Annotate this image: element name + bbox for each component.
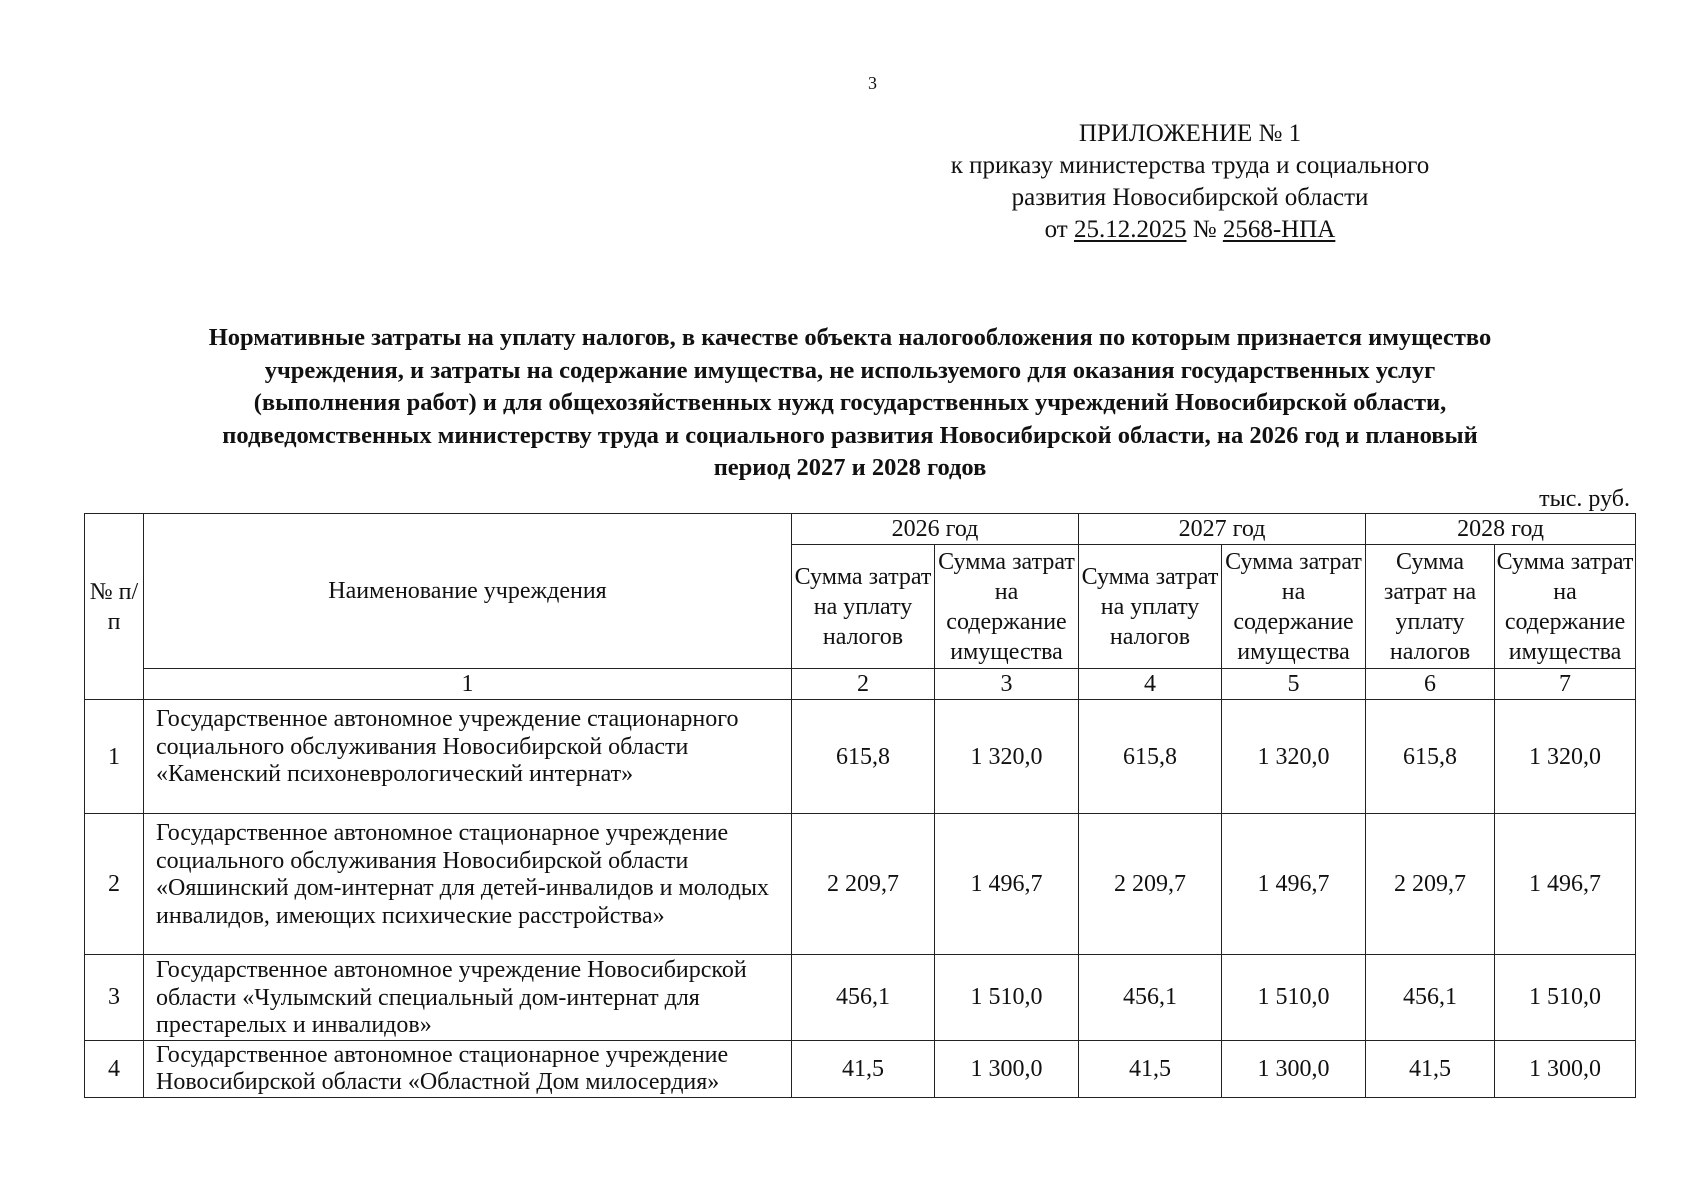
title-line: учреждения, и затраты на содержание имущества, не используемого для оказания государственных услуг: [264, 356, 1436, 384]
col-header-tax: Сумма затрат на уплату налогов: [1079, 545, 1222, 669]
cell-value: 456,1: [1079, 955, 1222, 1041]
table-row: [85, 700, 1636, 814]
appendix-title: ПРИЛОЖЕНИЕ № 1: [1078, 120, 1302, 147]
col-number: 1: [144, 669, 792, 700]
cell-value: 1 320,0: [1495, 700, 1636, 814]
table-row: [85, 955, 1636, 1041]
cell-value: 615,8: [792, 700, 935, 814]
cell-value: 1 496,7: [1222, 814, 1366, 955]
cell-value: 41,5: [1079, 1040, 1222, 1097]
cell-value: 1 300,0: [1495, 1040, 1636, 1097]
cell-value: 1 300,0: [935, 1040, 1079, 1097]
header-row-numbers: [85, 669, 1636, 700]
cell-value: 41,5: [792, 1040, 935, 1097]
col-header-maintenance: Сумма затрат на содержание имущества: [935, 545, 1079, 669]
cell-value: 1 496,7: [935, 814, 1079, 955]
col-number: 7: [1495, 669, 1636, 700]
cell-value: 1 320,0: [1222, 700, 1366, 814]
col-number: 6: [1366, 669, 1495, 700]
expenses-table: [84, 513, 1636, 1098]
institution-name: Государственное автономное стационарное учреждение социального обслуживания Новосибирской области «Ояшинский дом-интернат для детей-инвалидов и молодых инвалидов, имеющих психические расстройства»: [144, 814, 792, 955]
appendix-order-ref: [940, 214, 1440, 246]
col-header-maintenance: Сумма затрат на содержание имущества: [1495, 545, 1636, 669]
cell-value: 2 209,7: [1366, 814, 1495, 955]
document-title: [90, 322, 1610, 485]
title-line: период 2027 и 2028 годов: [713, 454, 987, 481]
row-num: 1: [85, 700, 144, 814]
date-prefix: от: [1044, 216, 1068, 243]
year-header: 2027 год: [1079, 514, 1366, 545]
title-line: подведомственных министерству труда и социального развития Новосибирской области, на 2026 год и плановый: [222, 421, 1478, 449]
col-header-num: № п/п: [85, 514, 144, 700]
col-header-tax: Сумма затрат на уплату налогов: [1366, 545, 1495, 669]
institution-name: Государственное автономное учреждение Новосибирской области «Чулымский специальный дом-интернат для престарелых и инвалидов»: [144, 955, 792, 1041]
col-header-tax: Сумма затрат на уплату налогов: [792, 545, 935, 669]
order-date: 25.12.2025: [1074, 216, 1187, 243]
order-number: 2568-НПА: [1222, 216, 1336, 243]
cell-value: 1 496,7: [1495, 814, 1636, 955]
cell-value: 2 209,7: [792, 814, 935, 955]
page-number: 3: [868, 73, 877, 93]
col-header-name: Наименование учреждения: [144, 514, 792, 669]
unit-label: тыс. руб.: [1539, 486, 1630, 512]
title-line: Нормативные затраты на уплату налогов, в качестве объекта налогообложения по которым признается имущество: [208, 324, 1492, 351]
year-header: 2028 год: [1366, 514, 1636, 545]
cell-value: 1 510,0: [1495, 955, 1636, 1041]
cell-value: 1 320,0: [935, 700, 1079, 814]
col-header-maintenance: Сумма затрат на содержание имущества: [1222, 545, 1366, 669]
cell-value: 2 209,7: [1079, 814, 1222, 955]
row-num: 2: [85, 814, 144, 955]
cell-value: 1 510,0: [1222, 955, 1366, 1041]
row-num: 3: [85, 955, 144, 1041]
appendix-line-1: к приказу министерства труда и социального: [950, 152, 1430, 179]
cell-value: 456,1: [1366, 955, 1495, 1041]
col-number: 2: [792, 669, 935, 700]
number-sign: №: [1192, 216, 1217, 243]
institution-name: Государственное автономное учреждение стационарного социального обслуживания Новосибирской области «Каменский психоневрологический интернат»: [144, 700, 792, 814]
institution-name: Государственное автономное стационарное учреждение Новосибирской области «Областной Дом милосердия»: [144, 1040, 792, 1097]
cell-value: 615,8: [1079, 700, 1222, 814]
cell-value: 1 510,0: [935, 955, 1079, 1041]
title-line: (выполнения работ) и для общехозяйственных нужд государственных учреждений Новосибирской области,: [253, 389, 1447, 416]
table-row: [85, 814, 1636, 955]
cell-value: 456,1: [792, 955, 935, 1041]
col-number: 4: [1079, 669, 1222, 700]
cell-value: 41,5: [1366, 1040, 1495, 1097]
appendix-line-2: развития Новосибирской области: [1011, 184, 1369, 211]
row-num: 4: [85, 1040, 144, 1097]
col-number: 3: [935, 669, 1079, 700]
col-number: 5: [1222, 669, 1366, 700]
header-row-years: [85, 514, 1636, 545]
appendix-block: [940, 118, 1440, 246]
table-row: [85, 1040, 1636, 1097]
year-header: 2026 год: [792, 514, 1079, 545]
cell-value: 615,8: [1366, 700, 1495, 814]
cell-value: 1 300,0: [1222, 1040, 1366, 1097]
